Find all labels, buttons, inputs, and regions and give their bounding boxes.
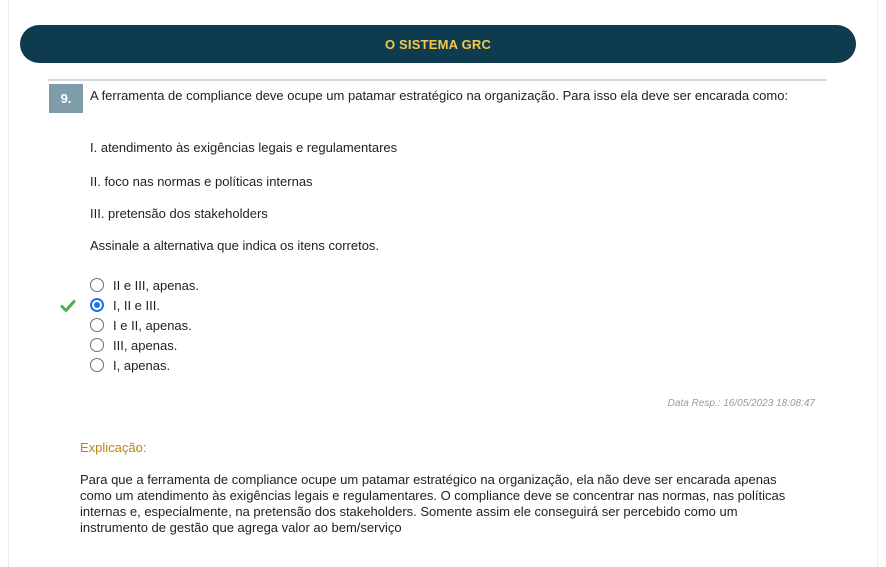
radio-button[interactable]: [90, 278, 104, 292]
option-label: III, apenas.: [113, 338, 178, 353]
option-label: I, II e III.: [113, 298, 160, 313]
option-5[interactable]: [60, 356, 360, 376]
option-label: I e II, apenas.: [113, 318, 192, 333]
radio-button[interactable]: [90, 338, 104, 352]
radio-button[interactable]: [90, 358, 104, 372]
option-label: I, apenas.: [113, 358, 171, 373]
radio-button-selected[interactable]: [90, 298, 104, 312]
statement-item-2: II. foco nas normas e políticas internas: [90, 174, 313, 189]
option-1[interactable]: [60, 276, 360, 296]
option-4[interactable]: [60, 336, 360, 356]
option-label: II e III, apenas.: [113, 278, 199, 293]
option-2[interactable]: [60, 296, 360, 316]
banner-title: O SISTEMA GRC: [384, 36, 492, 52]
question-text: A ferramenta de compliance deve ocupe um patamar estratégico na organização. Para isso ela deve ser encarada como:: [90, 88, 789, 103]
response-date: Data Resp.: 16/05/2023 18:08:47: [667, 398, 815, 409]
question-divider: [48, 79, 827, 81]
option-3[interactable]: [60, 316, 360, 336]
statement-item-1: I. atendimento às exigências legais e regulamentares: [90, 140, 398, 155]
question-number-badge: 9.: [49, 84, 83, 113]
radio-button[interactable]: [90, 318, 104, 332]
answer-options: [60, 276, 360, 376]
statement-item-3: III. pretensão dos stakeholders: [90, 206, 268, 221]
section-banner: [20, 25, 856, 63]
check-mark-icon: [60, 298, 76, 314]
explanation-text: Para que a ferramenta de compliance ocupe um patamar estratégico na organização, ela não deve ser encarada apenas como um atendimento às exigências legais e regulamentares. O compliance deve se concentrar nas normas, nas políticas internas e, especialmente, na pretensão dos stakeholders. Somente assim ele conseguirá ser percebido como um instrumento de gestão que agrega valor ao bem/serviço: [80, 472, 786, 535]
instruction-text: Assinale a alternativa que indica os itens corretos.: [90, 238, 380, 253]
explanation-title: Explicação:: [80, 440, 147, 455]
